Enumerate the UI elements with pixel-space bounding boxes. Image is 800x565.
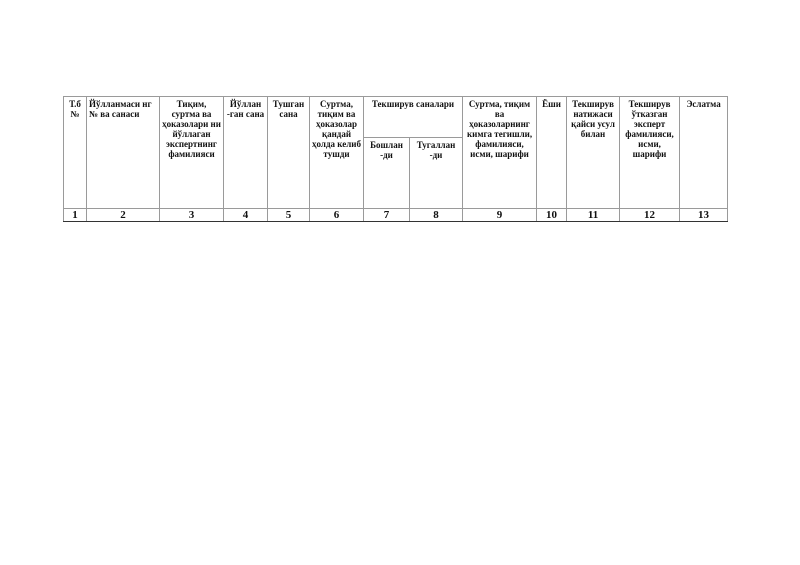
column-number: 2 <box>87 209 160 222</box>
column-number: 9 <box>463 209 537 222</box>
header-received-date: Тушган сана <box>268 97 310 209</box>
header-examination-method: Текширув натижаси қайси усул билан <box>567 97 620 209</box>
header-note: Эслатма <box>680 97 728 209</box>
header-received-condition: Суртма, тиқим ва ҳоказолар қандай ҳолда келиб тушди <box>310 97 364 209</box>
column-number: 6 <box>310 209 364 222</box>
header-sent-date: Йўллан -ган сана <box>224 97 268 209</box>
column-number: 11 <box>567 209 620 222</box>
column-number: 1 <box>64 209 87 222</box>
column-number-row <box>64 209 728 222</box>
register-table <box>63 96 728 222</box>
header-sending-expert: Тиқим, суртма ва ҳоказолари ни йўллаган экспертнинг фамилияси <box>160 97 224 209</box>
column-number: 8 <box>410 209 463 222</box>
column-number: 13 <box>680 209 728 222</box>
column-number: 7 <box>364 209 410 222</box>
header-row <box>64 97 728 138</box>
header-age: Ёши <box>537 97 567 209</box>
header-examining-expert: Текширув ўтказган эксперт фамилияси, исми, шарифи <box>620 97 680 209</box>
header-serial-no: Т.б № <box>64 97 87 209</box>
column-number: 4 <box>224 209 268 222</box>
header-examination-dates: Текширув саналари <box>364 97 463 138</box>
header-start-date: Бошлан -ди <box>364 138 410 209</box>
header-referral-no-date: Йўлланмаси нг № ва санаси <box>87 97 160 209</box>
header-end-date: Тугаллан -ди <box>410 138 463 209</box>
column-number: 5 <box>268 209 310 222</box>
column-number: 12 <box>620 209 680 222</box>
header-owner-name: Суртма, тиқим ва ҳоказоларнинг кимга тегишли, фамилияси, исми, шарифи <box>463 97 537 209</box>
column-number: 10 <box>537 209 567 222</box>
column-number: 3 <box>160 209 224 222</box>
